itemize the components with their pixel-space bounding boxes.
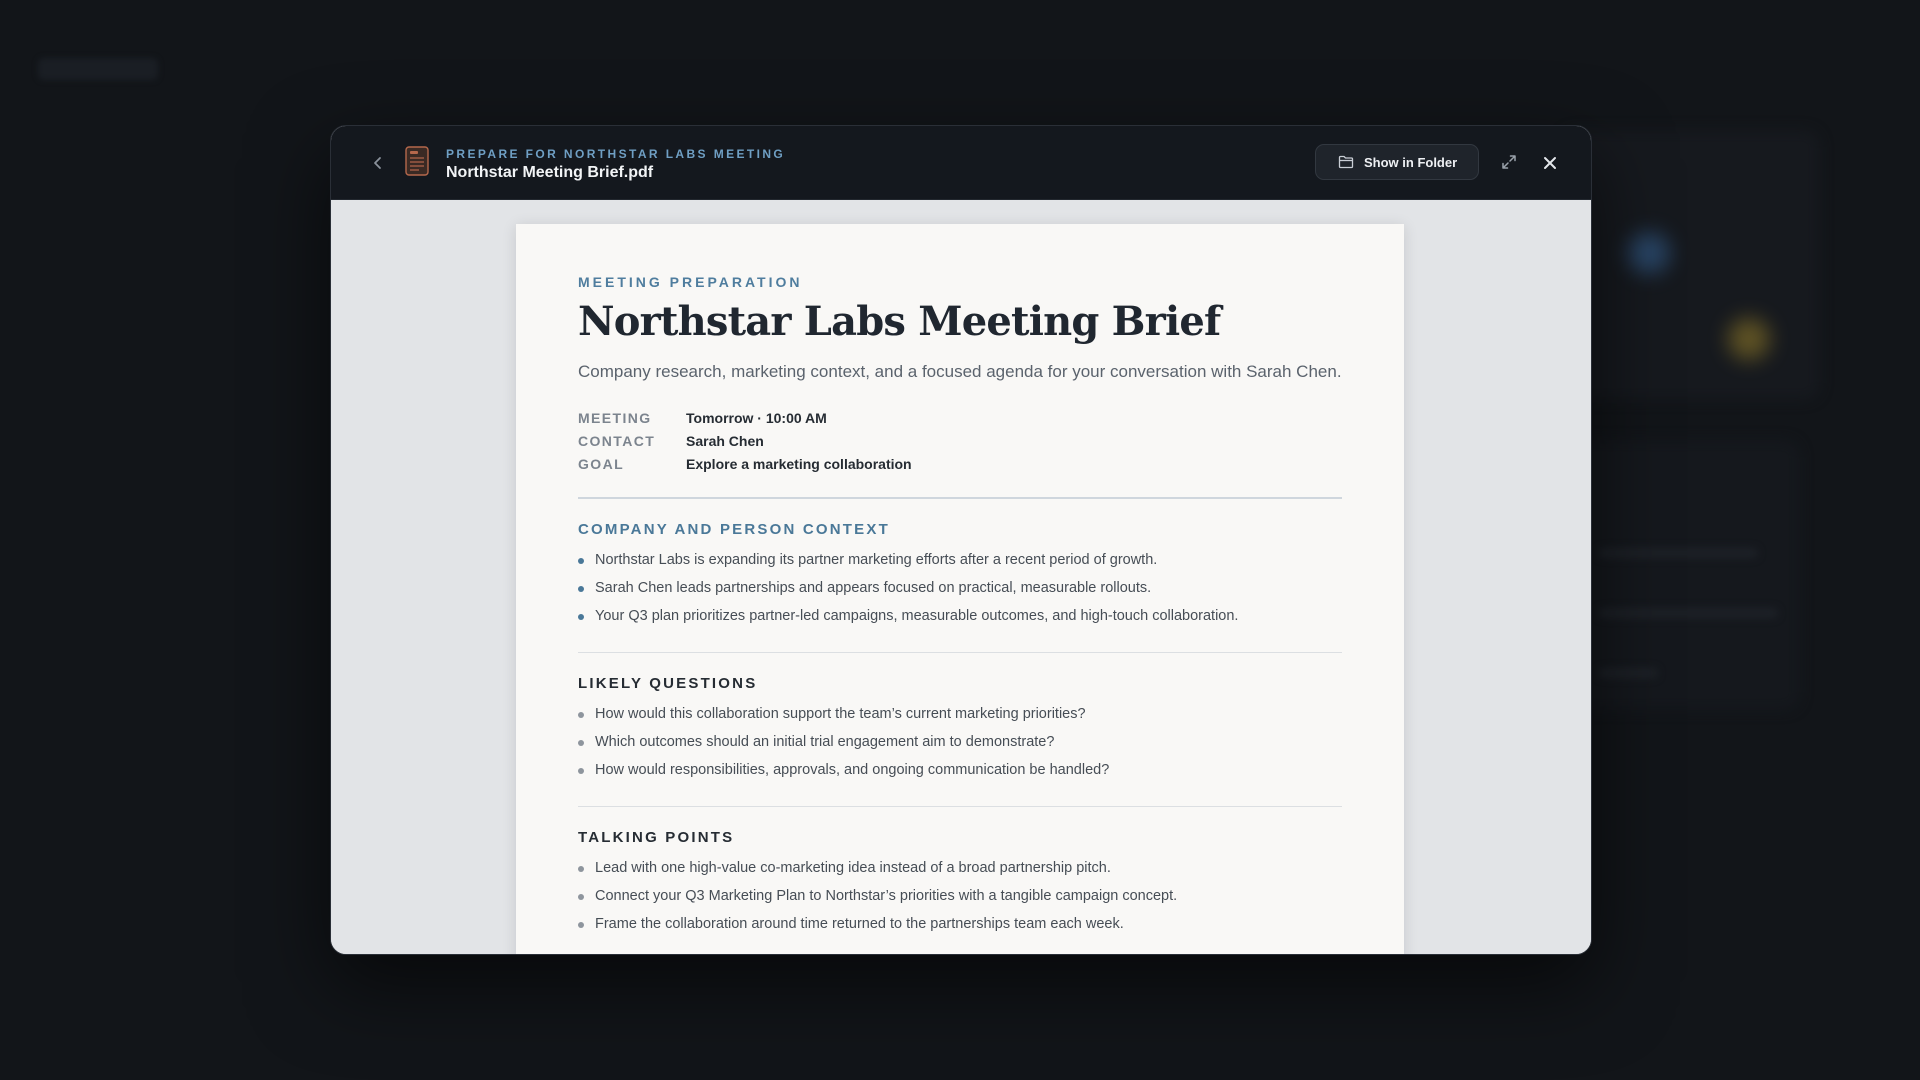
context-list <box>578 546 1342 630</box>
list-item <box>578 756 1342 784</box>
list-item <box>578 700 1342 728</box>
bullet-dot <box>578 558 584 564</box>
section-title-context: COMPANY AND PERSON CONTEXT <box>578 521 890 538</box>
pdf-file-icon <box>405 146 429 176</box>
document-preview-modal <box>330 125 1592 955</box>
section-title-questions: LIKELY QUESTIONS <box>578 675 758 692</box>
bullet-dot <box>578 712 584 718</box>
meta-row-meeting <box>578 406 1342 429</box>
background-panel-secondary <box>1560 440 1800 710</box>
list-item <box>578 854 1342 882</box>
list-item-text: Lead with one high-value co-marketing idea instead of a broad partnership pitch. <box>595 860 1111 876</box>
list-item-text: How would responsibilities, approvals, and ongoing communication be handled? <box>595 762 1110 778</box>
list-item <box>578 910 1342 938</box>
list-item-text: Connect your Q3 Marketing Plan to Northstar’s priorities with a tangible campaign concept. <box>595 888 1178 904</box>
meta-value: Tomorrow · 10:00 AM <box>686 409 827 426</box>
close-icon <box>1543 156 1557 170</box>
questions-list <box>578 700 1342 784</box>
document-subtitle: Company research, marketing context, and a focused agenda for your conversation with Sarah Chen. <box>578 362 1342 381</box>
folder-icon <box>1338 155 1354 169</box>
background-blur-dot <box>1628 232 1670 274</box>
divider <box>578 652 1342 653</box>
back-button[interactable] <box>363 148 393 178</box>
bullet-dot <box>578 614 584 620</box>
document-viewer[interactable] <box>331 200 1591 954</box>
list-item <box>578 882 1342 910</box>
show-in-folder-button[interactable] <box>1315 144 1479 180</box>
list-item-text: How would this collaboration support the team’s current marketing priorities? <box>595 706 1086 722</box>
background-app-logo <box>38 58 158 80</box>
show-in-folder-label: Show in Folder <box>1364 154 1458 170</box>
background-blur-dot <box>1728 318 1770 360</box>
background-blur-line <box>1598 668 1658 678</box>
header-filename: Northstar Meeting Brief.pdf <box>446 164 654 181</box>
modal-header <box>331 126 1591 200</box>
bullet-dot <box>578 922 584 928</box>
close-button[interactable] <box>1538 151 1562 175</box>
bullet-dot <box>578 866 584 872</box>
talking-points-list <box>578 854 1342 938</box>
bullet-dot <box>578 586 584 592</box>
background-blur-line <box>1598 548 1758 558</box>
background-blur-line <box>1598 608 1778 618</box>
meta-row-goal <box>578 452 1342 475</box>
bullet-dot <box>578 768 584 774</box>
background-panel <box>1560 130 1820 400</box>
list-item-text: Frame the collaboration around time returned to the partnerships team each week. <box>595 916 1124 932</box>
section-title-talking-points: TALKING POINTS <box>578 829 735 846</box>
divider <box>578 497 1342 499</box>
list-item <box>578 728 1342 756</box>
document-eyebrow: MEETING PREPARATION <box>578 274 803 290</box>
list-item <box>578 546 1342 574</box>
list-item <box>578 602 1342 630</box>
bullet-dot <box>578 894 584 900</box>
meeting-meta <box>578 406 1342 475</box>
expand-button[interactable] <box>1497 150 1521 174</box>
header-eyebrow: PREPARE FOR NORTHSTAR LABS MEETING <box>446 147 786 161</box>
bullet-dot <box>578 740 584 746</box>
meta-key: MEETING <box>578 409 652 426</box>
meta-key: CONTACT <box>578 432 656 449</box>
document-page <box>516 224 1404 954</box>
meta-row-contact <box>578 429 1342 452</box>
list-item-text: Sarah Chen leads partnerships and appears focused on practical, measurable rollouts. <box>595 580 1152 596</box>
divider <box>578 806 1342 807</box>
list-item <box>578 574 1342 602</box>
list-item-text: Your Q3 plan prioritizes partner-led campaigns, measurable outcomes, and high-touch collaboration. <box>595 608 1239 624</box>
meta-key: GOAL <box>578 455 625 472</box>
chevron-left-icon <box>371 156 385 170</box>
meta-value: Explore a marketing collaboration <box>686 455 912 472</box>
meta-value: Sarah Chen <box>686 432 764 449</box>
list-item-text: Northstar Labs is expanding its partner marketing efforts after a recent period of growth. <box>595 552 1158 568</box>
list-item-text: Which outcomes should an initial trial engagement aim to demonstrate? <box>595 734 1055 750</box>
document-title: Northstar Labs Meeting Brief <box>578 298 1221 345</box>
expand-icon <box>1501 154 1517 170</box>
